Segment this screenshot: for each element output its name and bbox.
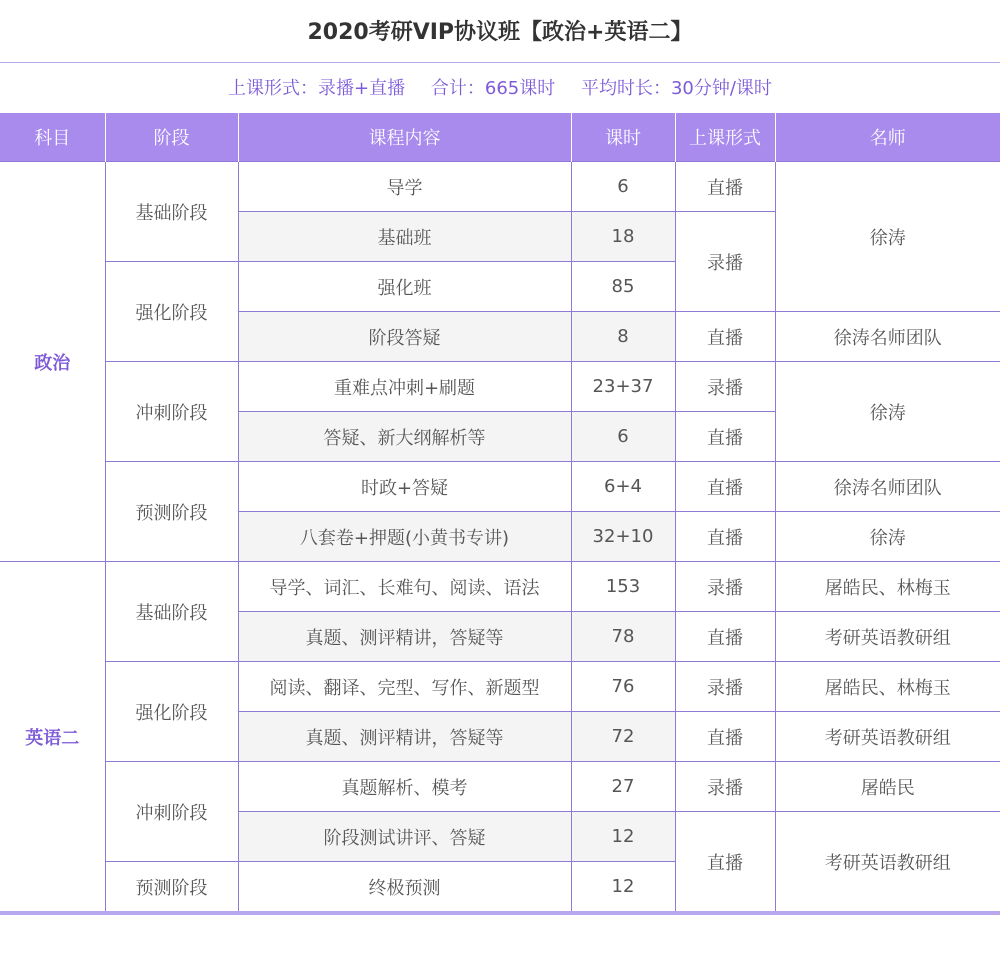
table-row xyxy=(0,762,1000,812)
content-cell: 导学、词汇、长难句、阅读、语法 xyxy=(238,562,571,612)
mode-cell: 直播 xyxy=(675,462,775,512)
header-stage: 阶段 xyxy=(105,113,238,162)
teacher-cell: 徐涛 xyxy=(775,512,1000,562)
mode-cell: 直播 xyxy=(675,812,775,914)
mode-cell: 录播 xyxy=(675,662,775,712)
subject-english: 英语二 xyxy=(0,562,105,914)
hours-cell: 78 xyxy=(571,612,675,662)
stage-cell: 强化阶段 xyxy=(105,662,238,762)
hours-cell: 23+37 xyxy=(571,362,675,412)
hours-cell: 8 xyxy=(571,312,675,362)
hours-cell: 6 xyxy=(571,162,675,212)
teacher-cell: 徐涛名师团队 xyxy=(775,462,1000,512)
table-header-row xyxy=(0,113,1000,162)
class-mode-summary: 上课形式：录播+直播 xyxy=(228,78,406,99)
content-cell: 强化班 xyxy=(238,262,571,312)
mode-cell: 直播 xyxy=(675,312,775,362)
mode-cell: 录播 xyxy=(675,762,775,812)
mode-cell: 直播 xyxy=(675,612,775,662)
table-row xyxy=(0,462,1000,512)
hours-cell: 153 xyxy=(571,562,675,612)
content-cell: 时政+答疑 xyxy=(238,462,571,512)
hours-cell: 85 xyxy=(571,262,675,312)
header-teacher: 名师 xyxy=(775,113,1000,162)
course-table xyxy=(0,113,1000,915)
content-cell: 真题、测评精讲，答疑等 xyxy=(238,612,571,662)
course-summary xyxy=(0,63,1000,113)
content-cell: 真题解析、模考 xyxy=(238,762,571,812)
teacher-cell: 考研英语教研组 xyxy=(775,812,1000,914)
table-row xyxy=(0,162,1000,212)
table-row xyxy=(0,662,1000,712)
table-row xyxy=(0,362,1000,412)
mode-cell: 直播 xyxy=(675,512,775,562)
content-cell: 终极预测 xyxy=(238,862,571,914)
content-cell: 八套卷+押题(小黄书专讲) xyxy=(238,512,571,562)
teacher-cell: 考研英语教研组 xyxy=(775,712,1000,762)
teacher-cell: 徐涛 xyxy=(775,362,1000,462)
header-hours: 课时 xyxy=(571,113,675,162)
hours-cell: 32+10 xyxy=(571,512,675,562)
hours-cell: 72 xyxy=(571,712,675,762)
content-cell: 答疑、新大纲解析等 xyxy=(238,412,571,462)
stage-cell: 预测阶段 xyxy=(105,862,238,914)
stage-cell: 预测阶段 xyxy=(105,462,238,562)
mode-cell: 录播 xyxy=(675,362,775,412)
avg-duration-summary: 平均时长：30分钟/课时 xyxy=(580,78,772,99)
stage-cell: 基础阶段 xyxy=(105,562,238,662)
hours-cell: 12 xyxy=(571,812,675,862)
content-cell: 阶段答疑 xyxy=(238,312,571,362)
header-subject: 科目 xyxy=(0,113,105,162)
mode-cell: 录播 xyxy=(675,562,775,612)
table-row xyxy=(0,562,1000,612)
mode-cell: 直播 xyxy=(675,162,775,212)
teacher-cell: 徐涛 xyxy=(775,162,1000,312)
mode-cell: 录播 xyxy=(675,212,775,312)
content-cell: 阶段测试讲评、答疑 xyxy=(238,812,571,862)
total-hours-summary: 合计：665课时 xyxy=(430,78,556,99)
stage-cell: 冲刺阶段 xyxy=(105,762,238,862)
content-cell: 真题、测评精讲，答疑等 xyxy=(238,712,571,762)
hours-cell: 76 xyxy=(571,662,675,712)
mode-cell: 直播 xyxy=(675,712,775,762)
teacher-cell: 考研英语教研组 xyxy=(775,612,1000,662)
header-content: 课程内容 xyxy=(238,113,571,162)
hours-cell: 6+4 xyxy=(571,462,675,512)
teacher-cell: 屠皓民 xyxy=(775,762,1000,812)
hours-cell: 18 xyxy=(571,212,675,262)
content-cell: 基础班 xyxy=(238,212,571,262)
hours-cell: 6 xyxy=(571,412,675,462)
mode-cell: 直播 xyxy=(675,412,775,462)
subject-politics: 政治 xyxy=(0,162,105,562)
content-cell: 阅读、翻译、完型、写作、新题型 xyxy=(238,662,571,712)
teacher-cell: 徐涛名师团队 xyxy=(775,312,1000,362)
content-cell: 重难点冲刺+刷题 xyxy=(238,362,571,412)
teacher-cell: 屠皓民、林梅玉 xyxy=(775,662,1000,712)
stage-cell: 强化阶段 xyxy=(105,262,238,362)
content-cell: 导学 xyxy=(238,162,571,212)
hours-cell: 27 xyxy=(571,762,675,812)
stage-cell: 基础阶段 xyxy=(105,162,238,262)
teacher-cell: 屠皓民、林梅玉 xyxy=(775,562,1000,612)
header-mode: 上课形式 xyxy=(675,113,775,162)
stage-cell: 冲刺阶段 xyxy=(105,362,238,462)
page-title: 2020考研VIP协议班【政治+英语二】 xyxy=(0,0,1000,63)
hours-cell: 12 xyxy=(571,862,675,914)
